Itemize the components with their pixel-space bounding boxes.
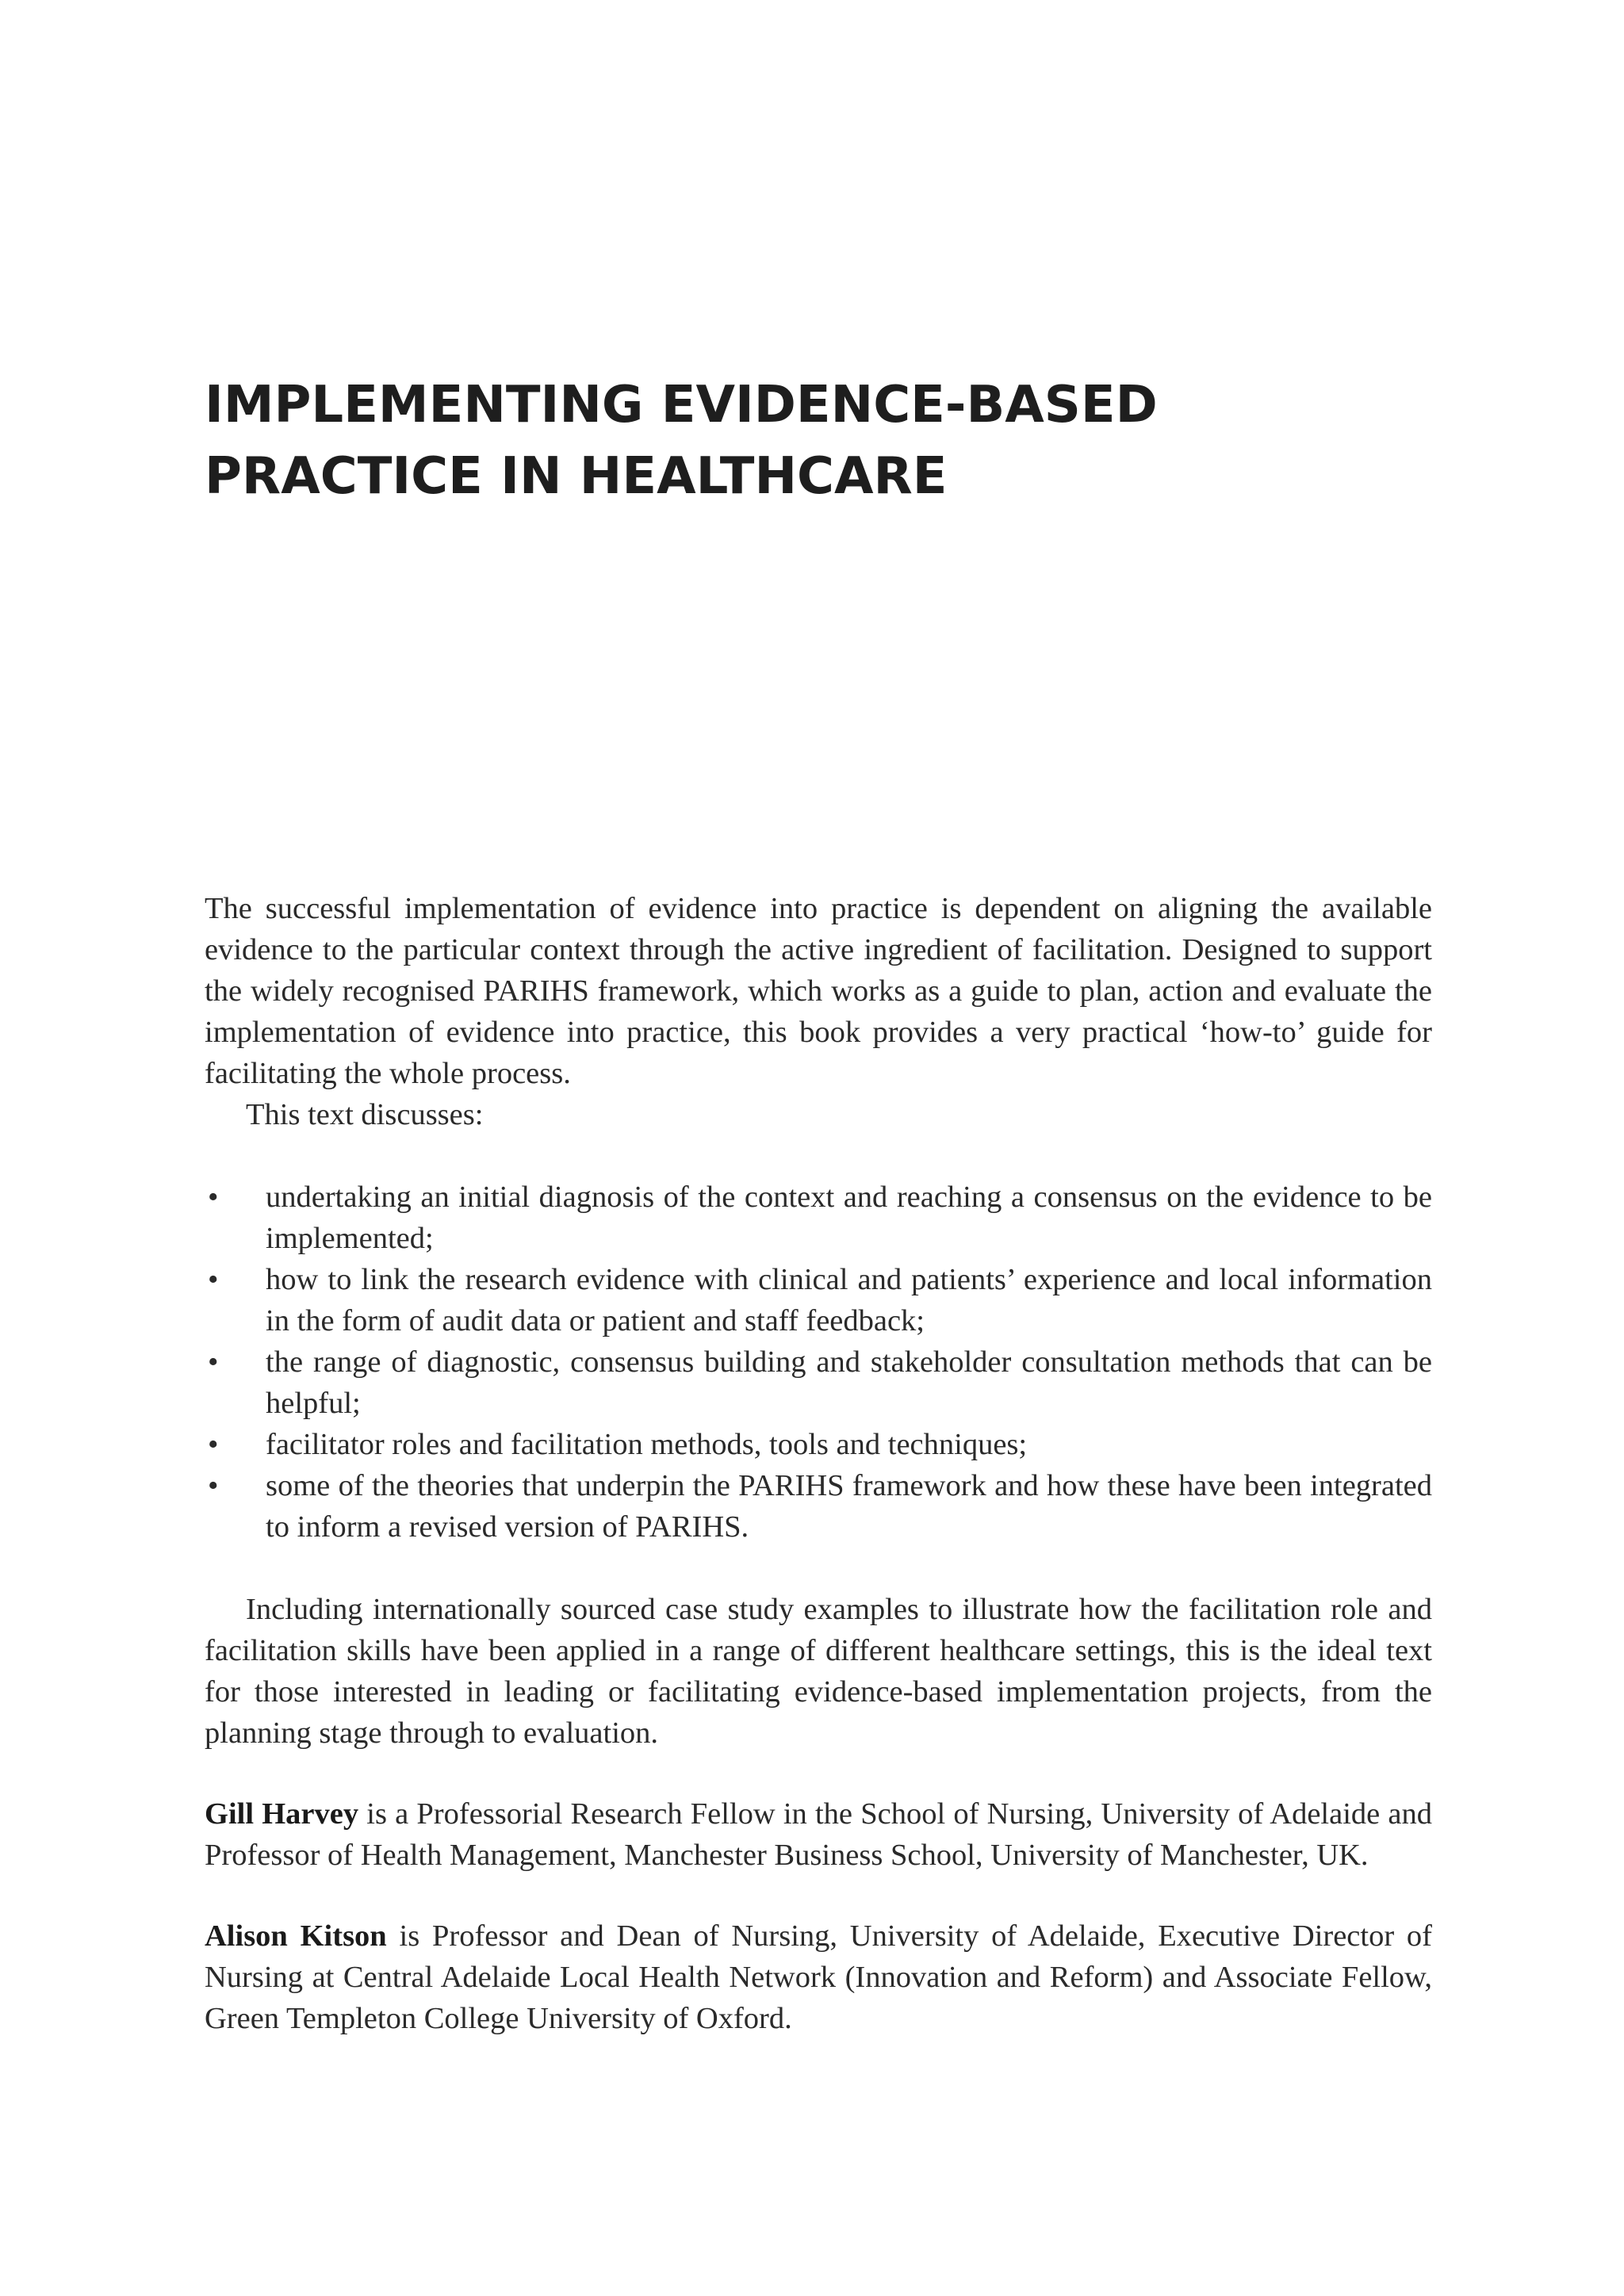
- closing-paragraph: Including internationally sourced case study examples to illustrate how the facilitation role and facilitation skills have been applied in a range of different healthcare settings, this is the ideal text for those interested in leading or facilitating evidence-based implementation projects, from the planning stage through to evaluation.: [205, 1593, 1432, 1750]
- spacer: [205, 1548, 1432, 1589]
- list-item-text: undertaking an initial diagnosis of the context and reaching a consensus on the evidence to be implemented;: [266, 1181, 1432, 1255]
- list-item-text: some of the theories that underpin the PARIHS framework and how these have been integrated to inform a revised version of PARIHS.: [266, 1469, 1432, 1544]
- bullet-icon: •: [208, 1263, 219, 1296]
- author-bio-text: is a Professorial Research Fellow in the School of Nursing, University of Adelaide and Professor of Health Management, Manchester Business School, University of Manchester, UK.: [205, 1797, 1432, 1872]
- author-name: Gill Harvey: [205, 1797, 359, 1831]
- book-title: [205, 369, 1442, 512]
- topics-list: [205, 1177, 1432, 1548]
- book-title-line-2: PRACTICE IN HEALTHCARE: [205, 447, 948, 506]
- list-item-text: facilitator roles and facilitation methods, tools and techniques;: [266, 1428, 1028, 1461]
- spacer: [205, 1876, 1432, 1915]
- bullet-icon: •: [208, 1345, 219, 1379]
- bullet-icon: •: [208, 1428, 219, 1461]
- list-item: [205, 1177, 1432, 1259]
- list-item-text: the range of diagnostic, consensus building and stakeholder consultation methods that can be helpful;: [266, 1345, 1432, 1420]
- bullet-icon: •: [208, 1181, 219, 1214]
- bullet-icon: •: [208, 1469, 219, 1502]
- author-name: Alison Kitson: [205, 1919, 387, 1953]
- book-title-line-1: IMPLEMENTING EVIDENCE-BASED: [205, 376, 1158, 434]
- list-item: [205, 1341, 1432, 1424]
- list-item: [205, 1465, 1432, 1548]
- author-bio: [205, 1793, 1432, 1876]
- blurb-body: [205, 888, 1432, 2039]
- intro-paragraph: The successful implementation of evidence into practice is dependent on aligning the available evidence to the particular context through the active ingredient of facilitation. Designed to support the widely recognised PARIHS framework, which works as a guide to plan, action and evaluate the implementation of evidence into practice, this book provides a very practical ‘how-to’ guide for facilitating the whole process.: [205, 892, 1432, 1090]
- list-item: [205, 1424, 1432, 1465]
- author-bio: [205, 1915, 1432, 2039]
- author-bio-text: is Professor and Dean of Nursing, University of Adelaide, Executive Director of Nursing at Central Adelaide Local Health Network (Innovation and Reform) and Associate Fellow, Green Templeton College University of Oxford.: [205, 1919, 1432, 2035]
- discusses-lead: This text discusses:: [246, 1098, 484, 1131]
- spacer: [205, 1135, 1432, 1177]
- list-item-text: how to link the research evidence with clinical and patients’ experience and local information in the form of audit data or patient and staff feedback;: [266, 1263, 1432, 1337]
- list-item: [205, 1259, 1432, 1341]
- spacer: [205, 1754, 1432, 1793]
